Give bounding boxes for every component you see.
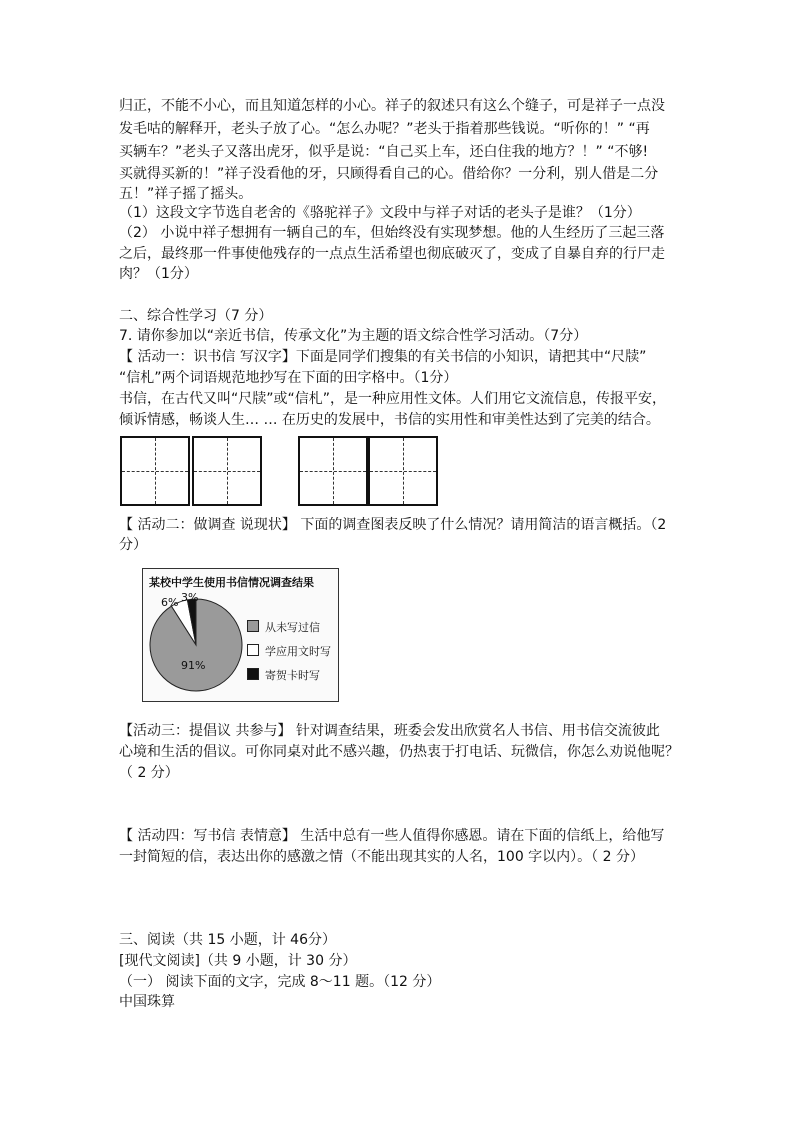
- writing-grid-cell[interactable]: [368, 436, 438, 506]
- legend-item: [247, 667, 320, 683]
- section-2-title: 二、综合性学习（7 分）: [119, 308, 273, 324]
- legend-label: 从未写过信: [265, 621, 320, 634]
- legend-item: [247, 643, 331, 659]
- question-1: （1）这段文字节选自老舍的《骆驼祥子》文段中与祥子对话的老头子是谁？（1分）: [119, 205, 641, 221]
- article-title: 中国珠算: [119, 994, 175, 1010]
- activity-4-line: 一封简短的信，表达出你的感激之情（不能出现其实的人名，100 字以内）。（ 2 分）: [119, 849, 644, 865]
- question-2-line: 之后，最终那一件事使他残存的一点点生活希望也彻底破灭了，变成了自暴自弃的行尸走: [119, 246, 665, 262]
- activity-3-line: （ 2 分）: [119, 765, 179, 781]
- pie-chart-svg: [146, 595, 246, 695]
- modern-reading-heading: [现代文阅读]（共 9 小题，计 30 分）: [119, 953, 357, 969]
- pie-label-91: 91%: [181, 659, 206, 672]
- legend-item: [247, 619, 320, 635]
- activity-3-line: 【活动三：提倡议 共参与】 针对调查结果，班委会发出欣赏名人书信、用书信交流彼此: [119, 723, 660, 739]
- survey-chart: [142, 568, 339, 702]
- section-3-title: 三、阅读（共 15 小题，计 46分）: [119, 932, 336, 948]
- legend-swatch: [247, 620, 259, 632]
- activity-3-line: 心境和生活的倡议。可你同桌对此不感兴趣，仍热衷于打电话、玩微信，你怎么劝说他呢？: [119, 744, 679, 760]
- activity-1-line: “信札”两个词语规范地抄写在下面的田字格中。（1分）: [119, 370, 458, 386]
- activity-4-line: 【 活动四：写书信 表情意】 生活中总有一些人值得你感恩。请在下面的信纸上，给他写: [119, 828, 665, 844]
- pie-slice-从未写过信: [150, 599, 242, 691]
- passage-line: 五！”祥子摇了摇头。: [119, 186, 253, 202]
- passage-line: 买辆车？”老头子又落出虎牙，似乎是说：“自己买上车，还白住我的地方？！” “不够!: [119, 144, 649, 160]
- legend-label: 寄贺卡时写: [265, 669, 320, 682]
- part-1-instruction: （一） 阅读下面的文字，完成 8～11 题。（12 分）: [119, 974, 441, 990]
- info-line: 倾诉情感，畅谈人生… … 在历史的发展中，书信的实用性和审美性达到了完美的结合。: [119, 412, 660, 428]
- passage-line: 发毛咕的解释开，老头子放了心。“怎么办呢？”老头于指着那些钱说。“听你的！” “再: [119, 121, 650, 137]
- activity-1-line: 【 活动一：识书信 写汉字】下面是同学们搜集的有关书信的小知识，请把其中“尺牍”: [119, 349, 647, 365]
- question-2-line: （2） 小说中祥子想拥有一辆自己的车，但始终没有实现梦想。他的人生经历了三起三落: [119, 225, 665, 241]
- activity-2-line: 【 活动二：做调查 说现状】 下面的调查图表反映了什么情况？请用简洁的语言概括。（2: [119, 517, 667, 533]
- question-7: 7. 请你参加以“亲近书信，传承文化”为主题的语文综合性学习活动。（7分）: [119, 328, 588, 344]
- writing-grid-cell[interactable]: [120, 436, 190, 506]
- legend-label: 学应用文时写: [265, 645, 331, 658]
- pie-label-6: 6%: [161, 596, 179, 609]
- legend-swatch: [247, 644, 259, 656]
- info-line: 书信，在古代又叫“尺牍”或“信札”，是一种应用性文体。人们用它文流信息，传报平安，: [119, 391, 667, 407]
- passage-line: 买就得买新的！”祥子没看他的牙，只顾得看自己的心。借给你？一分利，别人借是二分: [119, 166, 659, 182]
- activity-2-line: 分）: [119, 537, 147, 553]
- passage-line: 归正，不能不小心，而且知道怎样的小心。祥子的叙述只有这么个缝子，可是祥子一点没: [119, 98, 665, 114]
- writing-grid-cell[interactable]: [192, 436, 262, 506]
- pie-label-3: 3%: [181, 591, 199, 604]
- writing-grid-cell[interactable]: [298, 436, 368, 506]
- chart-title: 某校中学生使用书信情况调查结果: [149, 576, 314, 589]
- question-2-line: 肉？（1分）: [119, 266, 198, 282]
- legend-swatch: [247, 668, 259, 680]
